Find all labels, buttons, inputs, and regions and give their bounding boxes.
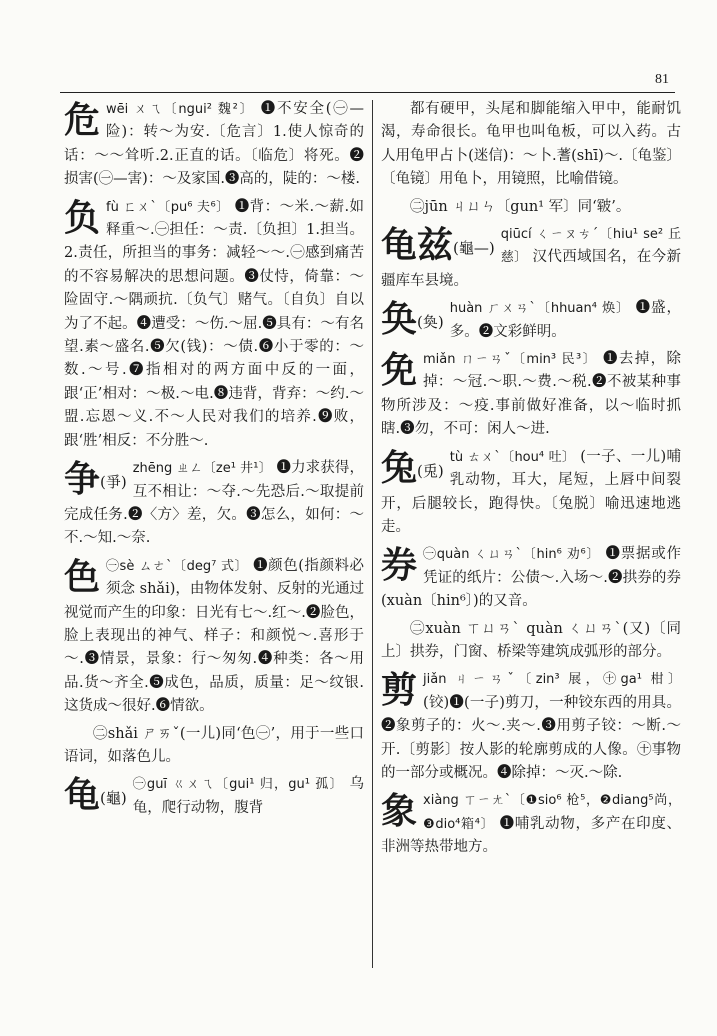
header-rule [60,92,675,93]
headword [64,775,127,818]
definition-text: ❶盛，多。❷文彩鲜明。 [449,300,682,340]
headword: 危 [64,99,101,141]
pronunciation: qiūcí ㄑㄧㄡㄘˊ〔hiu¹ se² 丘慈〕 [500,227,681,266]
pronunciation: jiǎn ㄐㄧㄢˇ〔zin³ 展，㊉ga¹ 柑〕 [423,672,681,688]
headword: 兔 [381,446,418,489]
definition-text: ❶哺乳动物，多产在印度、非洲等热带地方。 [381,815,682,856]
pronunciation: fù ㄈㄨˋ〔pu⁶ 夫⁶〕 [106,199,230,215]
pronunciation: ㊀quàn ㄑㄩㄢˋ〔hin⁶ 劝⁶〕 [423,547,601,563]
definition-text: (一子、一儿)哺乳动物，耳大，尾短，上唇中间裂开，后腿较长，跑得快。〔兔脱〕喻迅速地逃走。 [381,448,682,535]
definition-text: ㊁xuàn ㄒㄩㄢˋ quàn ㄑㄩㄢˋ(又)〔同上〕拱券，门窗、桥梁等建筑成弧形的部分。 [381,620,681,660]
pronunciation: ㊀guī ㄍㄨㄟ〔gui¹ 归，gu¹ 孤〕 [132,777,344,793]
dictionary-entry [381,348,681,442]
dictionary-entry [381,618,681,665]
dictionary-entry [381,668,681,785]
headword: 争 [64,458,101,501]
left-column [64,98,364,824]
definition-text: (铰)❶(一子)剪刀，一种铰东西的用具。❷象剪子的：火～.夹～.❸用剪子铰：～断.～开.〔剪影〕按人影的轮廓剪成的人像。㊉事物的一部分或概况。❹除掉：～灭.～除. [381,694,681,781]
headword: 剪 [381,669,418,712]
headword: 负 [64,196,101,239]
headword [64,198,100,238]
headword [381,545,417,585]
headword [381,670,417,710]
right-column [381,98,681,864]
definition-text: ❶票据或作凭证的纸片：公债～.入场～.❷拱券的券(xuàn〔hin⁶〕)的又音。 [381,546,682,610]
definition-text: 汉代西域国名，在今新疆库车县境。 [381,249,681,289]
headword [64,557,100,597]
headword [381,350,417,390]
traditional-form: (龜—) [453,239,495,258]
headword: 奂 [381,298,418,341]
page-number: 81 [655,72,669,87]
definition-text: ❶颜色(指颜料必须念 shǎi)，由物体发射、反射的光通过视觉而产生的印象：日光有七～.红～.❷脸色，脸上表现出的神气、样子：和颜悦～.喜形于～.❸情景，景象：行～匆匆.❹种类：各～用品.货～齐全.❺成色，品质，质量：足～纹银.这货成～很好.❻情欲。 [64,557,364,715]
dictionary-entry [64,196,364,453]
headword: 龟兹 [381,224,454,267]
dictionary-entry [381,543,681,613]
definition-text: ❶去掉，除掉：～冠.～职.～费.～税.❷不被某种事物所涉及：～疫.事前做好准备，以～临时抓瞎.❸勿，不可：闲人～进. [381,351,682,438]
dictionary-entry [381,446,681,540]
definition-text: ❶不安全(㊀—险)：转～为安.〔危言〕1.使人惊奇的话：～～耸听.2.正直的话。〔临危〕将死。❷损害(㊀—害)：～及家国.❸高的，陡的：～楼. [64,101,364,188]
definition-text: ❶背：～米.～薪.如释重～.㊀担任：～责.〔负担〕1.担当。2.责任，所担当的事务：减轻～～.㊀感到痛苦的不容易解决的思想问题。❸仗恃，倚靠：～险固守.～隅顽抗.〔负气〕赌气。〔自负〕自以为了不起。❹遭受：～伤.～屈.❺具有：～有名望.素～盛名.❺欠(钱)：～债.❻小于零的：～数.～号.❼指相对的两方面中反的一面，跟‘正’相对：～极.～电.❽违背，背弃：～约.～盟.忘恩～义.不～人民对我们的培养.❾败，跟‘胜’相反：不分胜～. [64,198,365,449]
pronunciation: miǎn ㄇㄧㄢˇ〔min³ 民³〕 [423,352,597,368]
pronunciation: ㊀sè ㄙㄜˋ〔deg⁷ 式〕 [106,558,249,574]
headword [381,225,495,268]
headword [381,448,444,491]
dictionary-entry [64,773,364,820]
traditional-form: (兎) [417,461,444,480]
dictionary-entry [381,196,681,219]
definition-text: ❶力求获得，互不相让：～夺.～先恐后.～取提前完成任务.❷〈方〉差，欠。❸怎么，如何：～不.～知.～奈. [64,460,365,547]
dictionary-entry [381,98,681,192]
traditional-form: (爭) [100,473,127,492]
pronunciation: xiàng ㄒㄧㄤˋ〔❶sio⁶ 枪⁵，❷diang⁵尚，❸dio⁴箱⁴〕 [423,793,681,832]
pronunciation: wēi ㄨㄟ〔ngui² 魏²〕 [106,102,255,117]
dictionary-entry [64,723,364,770]
dictionary-entry [381,223,681,293]
headword: 免 [381,349,418,392]
dictionary-entry [381,297,681,344]
headword: 色 [64,555,101,598]
column-divider [372,100,373,968]
definition-text: ㊁jūn ㄐㄩㄣ〔gun¹ 军〕同‘皲’。 [410,198,631,215]
traditional-form: (奐) [417,313,444,332]
dictionary-entry [64,457,364,551]
definition-text: 都有硬甲，头尾和脚能缩入甲中，能耐饥渴，寿命很长。龟甲也叫龟板，可以入药。古人用龟甲占卜(迷信)：～卜.蓍(shī)～.〔龟鉴〕〔龟镜〕用龟卜，用镜照，比喻借镜。 [381,101,681,188]
pronunciation: huàn ㄏㄨㄢˋ〔hhuan⁴ 焕〕 [449,301,630,317]
pronunciation: zhēng ㄓㄥ〔ze¹ 井¹〕 [132,461,272,477]
headword [381,791,417,831]
definition-text: ㊁shǎi ㄕㄞˇ(一儿)同‘色㊀’，用于一些口语词，如落色儿。 [64,725,364,765]
headword: 象 [381,790,418,833]
traditional-form: (龜) [100,789,127,808]
pronunciation: tù ㄊㄨˋ〔hou⁴ 吐〕 [449,449,576,465]
dictionary-entry [64,555,364,719]
headword [381,299,444,342]
headword [64,100,100,140]
definition-text: 乌龟，爬行动物，腹背 [132,776,364,816]
dictionary-entry [64,98,364,192]
headword: 龟 [64,774,101,817]
headword: 券 [381,544,418,587]
headword [64,459,127,502]
dictionary-entry [381,789,681,859]
